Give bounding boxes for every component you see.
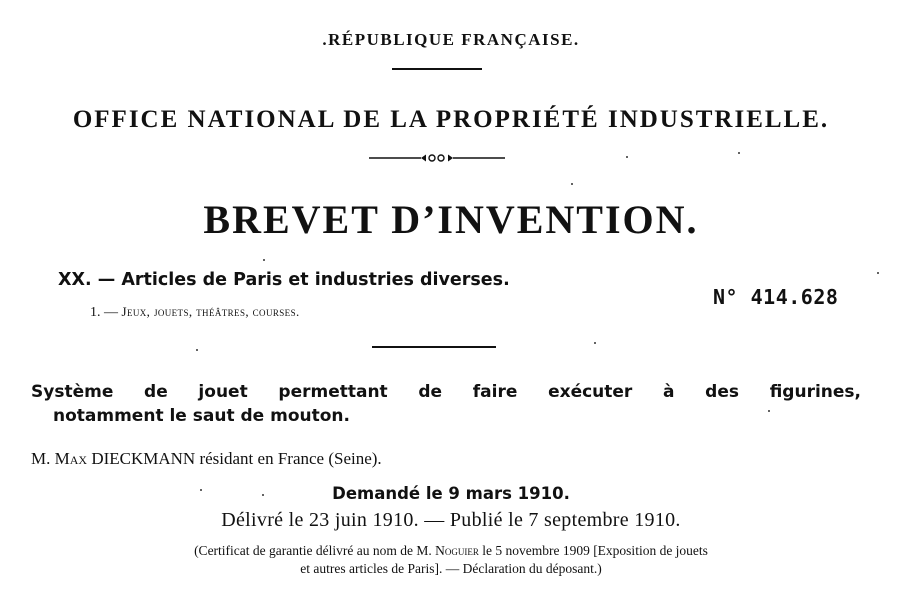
classification-group: XX. — Articles de Paris et industries diverses. bbox=[58, 270, 510, 290]
invention-title-line-1: Système de jouet permettant de faire exécuter à des figurines, bbox=[31, 382, 861, 402]
divider-rule-1 bbox=[392, 68, 482, 70]
scan-speck bbox=[196, 349, 198, 351]
certificate-line-2: et autres articles de Paris]. — Déclaration du déposant.) bbox=[300, 561, 602, 576]
scan-speck bbox=[877, 272, 879, 274]
requested-date: Demandé le 9 mars 1910. bbox=[332, 484, 570, 503]
republic-heading: .RÉPUBLIQUE FRANÇAISE. bbox=[322, 30, 580, 49]
classification-subgroup bbox=[90, 304, 300, 321]
ornament-divider-icon bbox=[369, 153, 505, 163]
certificate-text-before: (Certificat de garantie délivré au nom de M. bbox=[194, 543, 432, 558]
inventor-prefix: M. bbox=[31, 449, 51, 468]
patent-number: N° 414.628 bbox=[713, 285, 839, 309]
inventor-first-name: Max bbox=[54, 449, 88, 468]
scan-speck bbox=[768, 410, 770, 412]
inventor-line bbox=[31, 449, 382, 469]
invention-title-line-2: notamment le saut de mouton. bbox=[53, 406, 350, 426]
scan-speck bbox=[594, 342, 596, 344]
scan-speck bbox=[262, 494, 264, 496]
divider-rule-2 bbox=[372, 346, 496, 348]
certificate-line-1 bbox=[0, 543, 902, 559]
document-type-heading: BREVET D’INVENTION. bbox=[203, 197, 699, 242]
inventor-surname-residence: DIECKMANN résidant en France (Seine). bbox=[91, 449, 382, 468]
scan-speck bbox=[200, 489, 202, 491]
office-heading: OFFICE NATIONAL DE LA PROPRIÉTÉ INDUSTRIELLE. bbox=[72, 106, 830, 133]
subgroup-label: Jeux, jouets, théâtres, courses. bbox=[121, 304, 300, 319]
certificate-text-after: le 5 novembre 1909 [Exposition de jouets bbox=[482, 543, 708, 558]
scan-speck bbox=[626, 156, 628, 158]
scan-speck bbox=[571, 183, 573, 185]
scan-speck bbox=[263, 259, 265, 261]
certificate-name: Noguier bbox=[435, 543, 479, 558]
delivered-published-dates: Délivré le 23 juin 1910. — Publié le 7 septembre 1910. bbox=[221, 509, 681, 531]
subgroup-number: 1. — bbox=[90, 305, 118, 320]
scan-speck bbox=[738, 152, 740, 154]
